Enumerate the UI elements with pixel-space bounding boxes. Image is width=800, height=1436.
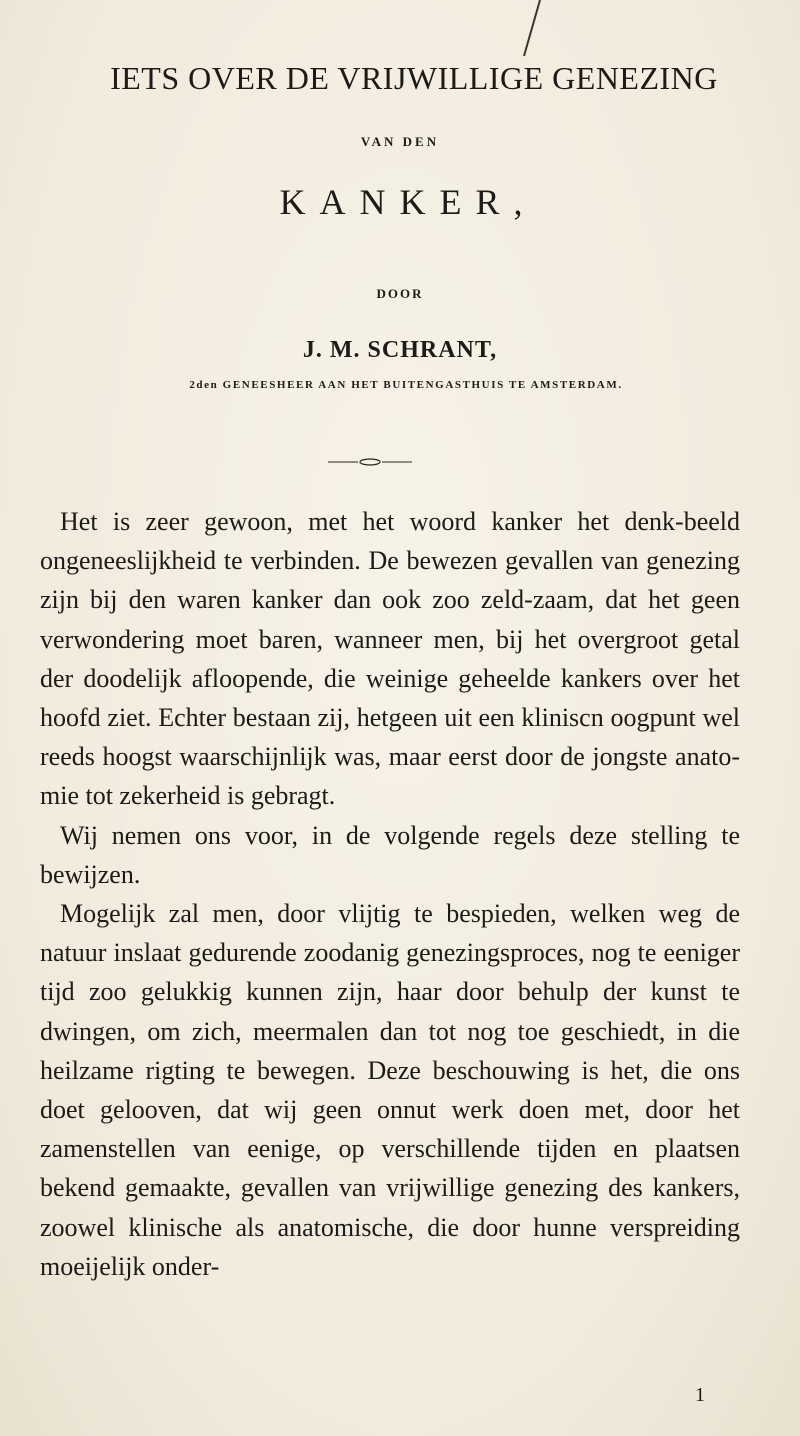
paragraph-2: Wij nemen ons voor, in de volgende regels deze stelling te bewijzen. bbox=[40, 820, 740, 889]
ornamental-divider bbox=[328, 458, 412, 466]
byline-door: DOOR bbox=[376, 286, 424, 301]
author-role: 2den GENEESHEER AAN HET BUITENGASTHUIS TE AMSTERDAM. bbox=[189, 379, 623, 391]
page-number: 1 bbox=[695, 1384, 705, 1406]
body-text bbox=[40, 502, 740, 1286]
document-title: IETS OVER DE VRIJWILLIGE GENEZING bbox=[110, 60, 718, 96]
pen-stroke-mark bbox=[510, 0, 550, 60]
subtitle-van-den: VAN DEN bbox=[360, 134, 440, 149]
subtitle-kanker: KANKER, bbox=[279, 182, 537, 222]
paragraph-3: Mogelijk zal men, door vlijtig te bespieden, welken weg de natuur inslaat gedurende zoodanig genezingsproces, nog te eeniger tijd zoo gelukkig kunnen zijn, haar door behulp der kunst te dwingen, om zich, meermalen dan tot nog toe geschiedt, in die heilzame rigting te bewegen. Deze beschouwing is het, die ons doet gelooven, dat wij geen onnut werk doen met, door het zamenstellen van eenige, op verschillende tijden en plaatsen bekend gemaakte, gevallen van vrijwillige genezing des kankers, zoowel klinische als anatomische, die door hunne verspreiding moeijelijk onder- bbox=[40, 899, 740, 1281]
paragraph-1: Het is zeer gewoon, met het woord kanker het denk-beeld ongeneeslijkheid te verbinden. De bewezen gevallen van genezing zijn bij den waren kanker dan ook zoo zeld-zaam, dat het geen verwondering moet baren, wanneer men, bij het overgroot getal der doodelijk afloopende, die weinige geheelde kankers over het hoofd ziet. Echter bestaan zij, hetgeen uit een kliniscn oogpunt wel reeds hoogst waarschijnlijk was, maar eerst door de jongste anato-mie tot zekerheid is gebragt. bbox=[40, 507, 740, 811]
author-name: J. M. SCHRANT, bbox=[302, 337, 498, 363]
